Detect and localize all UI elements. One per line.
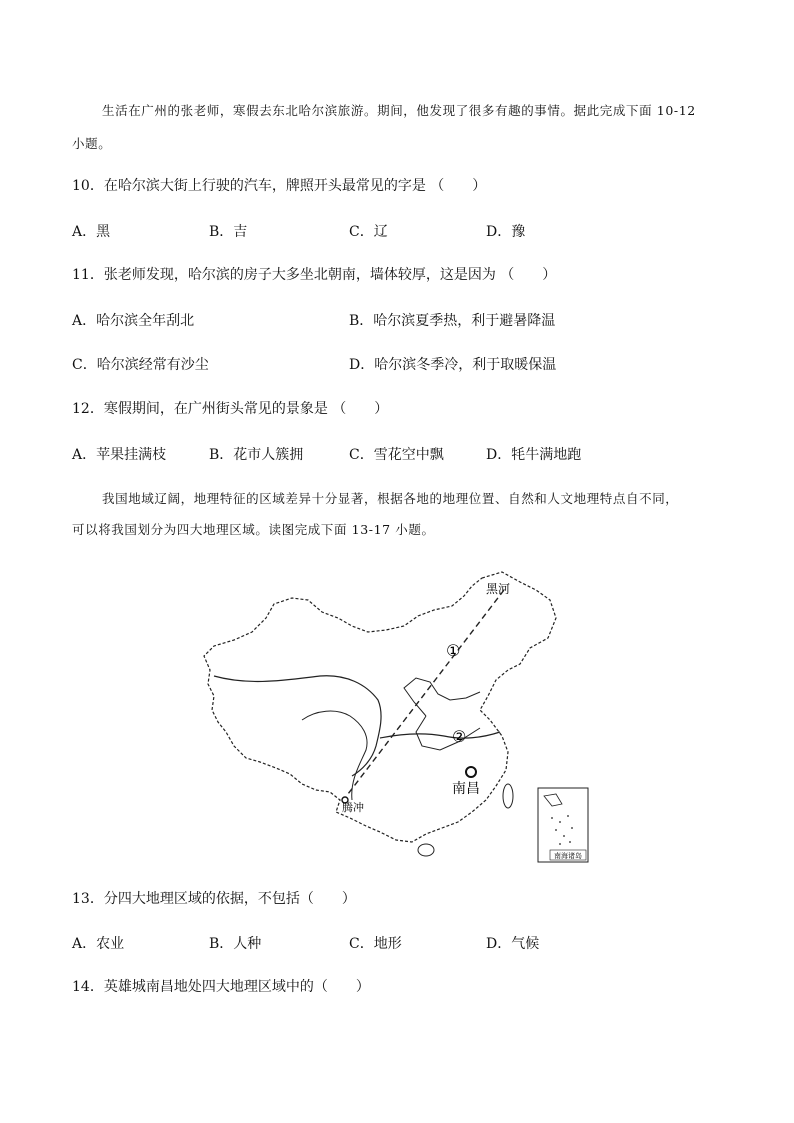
intro2-text-line-1: 我国地域辽阔，地理特征的区域差异十分显著，根据各地的地理位置、自然和人文地理特点自不同， (102, 491, 679, 506)
northwest-boundary (214, 676, 381, 776)
question-11-option-b[interactable]: B．哈尔滨夏季热，利于避暑降温 (349, 313, 556, 329)
question-12-option-a[interactable]: A．苹果挂满枝 (72, 447, 167, 463)
taiwan-island (503, 784, 513, 808)
question-11-option-d[interactable]: D．哈尔滨冬季冷，利于取暖保温 (349, 357, 557, 373)
question-10-option-d[interactable]: D．豫 (486, 224, 526, 240)
question-13-stem: 13．分四大地理区域的依据，不包括（ ） (72, 891, 356, 907)
south-china-sea-inset (538, 788, 588, 862)
qinghai-tibet-boundary (302, 711, 367, 800)
coast-detail (404, 678, 480, 750)
question-14-stem: 14．英雄城南昌地处四大地理区域中的（ ） (72, 979, 370, 995)
intro2-text-line-2: 可以将我国划分为四大地理区域。读图完成下面 13-17 小题。 (72, 522, 435, 537)
hainan-island (418, 844, 434, 856)
label-circle-2: ② (452, 727, 467, 746)
label-heihe: 黑河 (486, 582, 511, 596)
question-10-option-c[interactable]: C．辽 (349, 224, 388, 240)
qinling-huaihe-line (380, 732, 500, 738)
question-12-stem: 12．寒假期间，在广州街头常见的景象是 （ ） (72, 401, 389, 417)
question-11-option-c[interactable]: C．哈尔滨经常有沙尘 (72, 357, 209, 373)
question-13-option-a[interactable]: A．农业 (72, 936, 125, 952)
question-13-option-b[interactable]: B．人种 (209, 936, 262, 952)
question-12-option-c[interactable]: C．雪花空中飘 (349, 447, 444, 463)
question-12-option-d[interactable]: D．牦牛满地跑 (486, 447, 582, 463)
question-11-stem: 11．张老师发现，哈尔滨的房子大多坐北朝南，墙体较厚，这是因为 （ ） (72, 267, 557, 283)
label-circle-1: ① (446, 641, 461, 660)
question-10-option-a[interactable]: A．黑 (72, 224, 111, 240)
svg-text:南海诸岛: 南海诸岛 (554, 852, 582, 860)
question-11-option-a[interactable]: A．哈尔滨全年刮北 (72, 313, 195, 329)
question-13-option-c[interactable]: C．地形 (349, 936, 402, 952)
intro-text-line-1: 生活在广州的张老师，寒假去东北哈尔滨旅游。期间，他发现了很多有趣的事情。据此完成下面 10-12 (102, 103, 696, 118)
label-tengchong: 腾冲 (342, 801, 364, 814)
question-12-option-b[interactable]: B．花市人簇拥 (209, 447, 304, 463)
label-nanchang: 南昌 (452, 781, 480, 797)
question-13-option-d[interactable]: D．气候 (486, 936, 540, 952)
china-region-map (190, 560, 610, 880)
nanchang-marker (466, 767, 476, 777)
question-10-stem: 10．在哈尔滨大街上行驶的汽车，牌照开头最常见的字是 （ ） (72, 178, 487, 194)
question-10-option-b[interactable]: B．吉 (209, 224, 248, 240)
intro-text-line-2: 小题。 (72, 136, 112, 151)
